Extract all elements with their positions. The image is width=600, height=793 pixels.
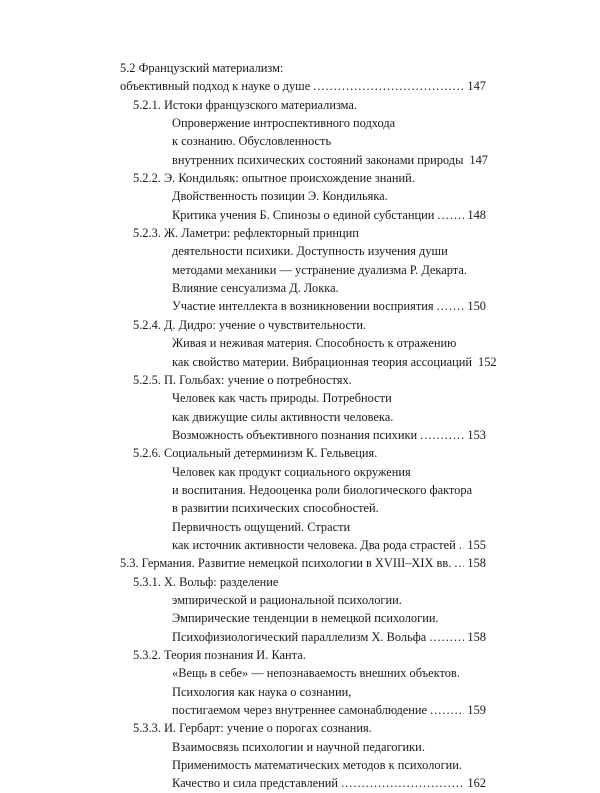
toc-entry-text: деятельности психики. Доступность изучения души: [172, 244, 448, 259]
dot-leader: [437, 297, 465, 315]
dot-leader: [459, 536, 465, 554]
page-number: 158: [467, 556, 486, 571]
toc-entry-text: 5.2.6. Социальный детерминизм К. Гельвеция.: [133, 446, 378, 461]
toc-entry-line: [120, 499, 486, 517]
toc-entry-text: Эмпирические тенденции в немецкой психологии.: [172, 611, 439, 626]
toc-entry-text: 5.3.2. Теория познания И. Канта.: [133, 648, 306, 662]
toc-entry-line: [120, 187, 486, 205]
toc-entry-text: Применимость математических методов к психологии.: [172, 758, 463, 773]
toc-entry-line: [120, 444, 486, 462]
toc-entry-text: в развитии психических способностей.: [172, 501, 379, 516]
page-number: 159: [467, 703, 486, 718]
toc-entry-line: [120, 481, 486, 499]
toc-entry-text: Человек как часть природы. Потребности: [172, 391, 392, 406]
toc-entry-text: Взаимосвязь психологии и научной педагогики.: [172, 739, 425, 754]
toc-entry-text: 5.2.5. П. Гольбах: учение о потребностях.: [133, 372, 352, 387]
toc-entry-line: [120, 664, 486, 682]
page-number: 148: [467, 207, 486, 222]
page-number: 150: [467, 299, 486, 314]
toc-entry-line: [120, 591, 486, 609]
toc-entry-text: 5.2.4. Д. Дидро: учение о чувствительности.: [133, 317, 367, 332]
toc-entry-line: [120, 389, 486, 407]
toc-entry-text: к сознанию. Обусловленность: [172, 134, 332, 149]
toc-entry-with-page: [120, 426, 486, 444]
toc-entry-with-page: [120, 536, 486, 554]
toc-entry-text: Критика учения Б. Спинозы о единой субстанции: [172, 207, 435, 222]
toc-entry-line: [120, 719, 486, 737]
toc-entry-text: Психофизиологический параллелизм Х. Вольфа: [172, 629, 427, 644]
toc-entry-text: Возможность объективного познания психики: [172, 427, 418, 442]
toc-entry-line: [120, 463, 486, 481]
toc-entry-line: [120, 371, 486, 389]
toc-entry-line: [120, 756, 486, 774]
toc-entry-text: Живая и неживая материя. Способность к отражению: [172, 336, 457, 351]
toc-entry-text: Первичность ощущений. Страсти: [172, 519, 351, 534]
toc-entry-text: 5.2 Французский материализм:: [120, 61, 284, 75]
toc-entry-text: как свойство материи. Вибрационная теория ассоциаций: [172, 354, 473, 369]
toc-entry-with-page: [120, 554, 486, 572]
toc-entry-text: Участие интеллекта в возникновении восприятия: [172, 299, 434, 314]
toc-entry-with-page: [120, 77, 486, 95]
toc-entry-line: [120, 96, 486, 114]
toc-entry-text: Опровержение интроспективного подхода: [172, 116, 396, 131]
toc-entry-text: Психология как наука о сознании,: [172, 684, 352, 699]
toc-entry-line: [120, 242, 486, 260]
toc-entry-line: [120, 408, 486, 426]
toc-entry-with-page: [120, 628, 486, 646]
toc-entry-text: Человек как продукт социального окружения: [172, 464, 411, 479]
toc-entry-line: [120, 573, 486, 591]
toc-entry-text: Качество и сила представлений: [172, 776, 339, 791]
toc-entry-text: внутренних психических состояний законами природы: [172, 152, 464, 167]
toc-entry-text: как движущие силы активности человека.: [172, 409, 394, 424]
page-number: 147: [469, 152, 488, 167]
toc-entry-line: [120, 316, 486, 334]
toc-entry-line: [120, 132, 486, 150]
dot-leader: [454, 554, 464, 572]
toc-entry-text: методами механики — устранение дуализма Р. Декарта.: [172, 262, 467, 277]
toc-entry-text: 5.2.3. Ж. Ламетри: рефлекторный принцип: [133, 226, 359, 241]
toc-entry-text: эмпирической и рациональной психологии.: [172, 592, 402, 607]
page-number: 153: [467, 427, 486, 442]
toc-entry-line: [120, 334, 486, 352]
page-number: 158: [467, 629, 486, 644]
toc-entry-with-page: [120, 701, 486, 719]
dot-leader: [437, 206, 464, 224]
page-number: 147: [467, 79, 486, 94]
toc-entry-text: 5.3.1. Х. Вольф: разделение: [133, 574, 279, 589]
toc-entry-text: «Вещь в себе» — непознаваемость внешних объектов.: [172, 666, 460, 681]
toc-entry-text: 5.3.3. И. Гербарт: учение о порогах сознания.: [133, 721, 372, 736]
toc-entry-line: [120, 169, 486, 187]
toc-entry-line: [120, 646, 486, 664]
toc-entry-line: [120, 224, 486, 242]
dot-leader: [420, 426, 464, 444]
toc-entry-line: [120, 683, 486, 701]
toc-entry-line: [120, 59, 486, 77]
page-number: 155: [467, 537, 486, 552]
table-of-contents: [120, 59, 497, 793]
toc-entry-text: постигаемом через внутреннее самонаблюдение: [172, 703, 428, 718]
toc-entry-with-page: [120, 151, 486, 169]
toc-entry-line: [120, 279, 486, 297]
toc-entry-text: 5.3. Германия. Развитие немецкой психологии в XVIII–XIX вв.: [120, 556, 452, 571]
toc-entry-line: [120, 518, 486, 536]
toc-entry-line: [120, 261, 486, 279]
toc-entry-with-page: [120, 353, 497, 371]
dot-leader: [429, 628, 464, 646]
dot-leader: [341, 774, 464, 792]
dot-leader: [430, 701, 464, 719]
page-number: 152: [478, 354, 497, 369]
toc-entry-with-page: [120, 206, 486, 224]
toc-entry-text: Двойственность позиции Э. Кондильяка.: [172, 189, 388, 204]
toc-entry-text: 5.2.1. Истоки французского материализма.: [133, 97, 358, 112]
toc-entry-text: объективный подход к науке о душе: [120, 79, 311, 94]
page-number: 162: [467, 776, 486, 791]
toc-entry-text: и воспитания. Недооценка роли биологического фактора: [172, 482, 473, 497]
toc-entry-text: Влияние сенсуализма Д. Локка.: [172, 281, 339, 296]
toc-entry-text: 5.2.2. Э. Кондильяк: опытное происхождение знаний.: [133, 171, 415, 186]
toc-entry-with-page: [120, 774, 486, 792]
toc-entry-line: [120, 114, 486, 132]
dot-leader: [313, 77, 464, 95]
toc-entry-text: как источник активности человека. Два рода страстей: [172, 537, 456, 552]
toc-entry-line: [120, 609, 486, 627]
toc-entry-line: [120, 738, 486, 756]
toc-entry-with-page: [120, 297, 486, 315]
